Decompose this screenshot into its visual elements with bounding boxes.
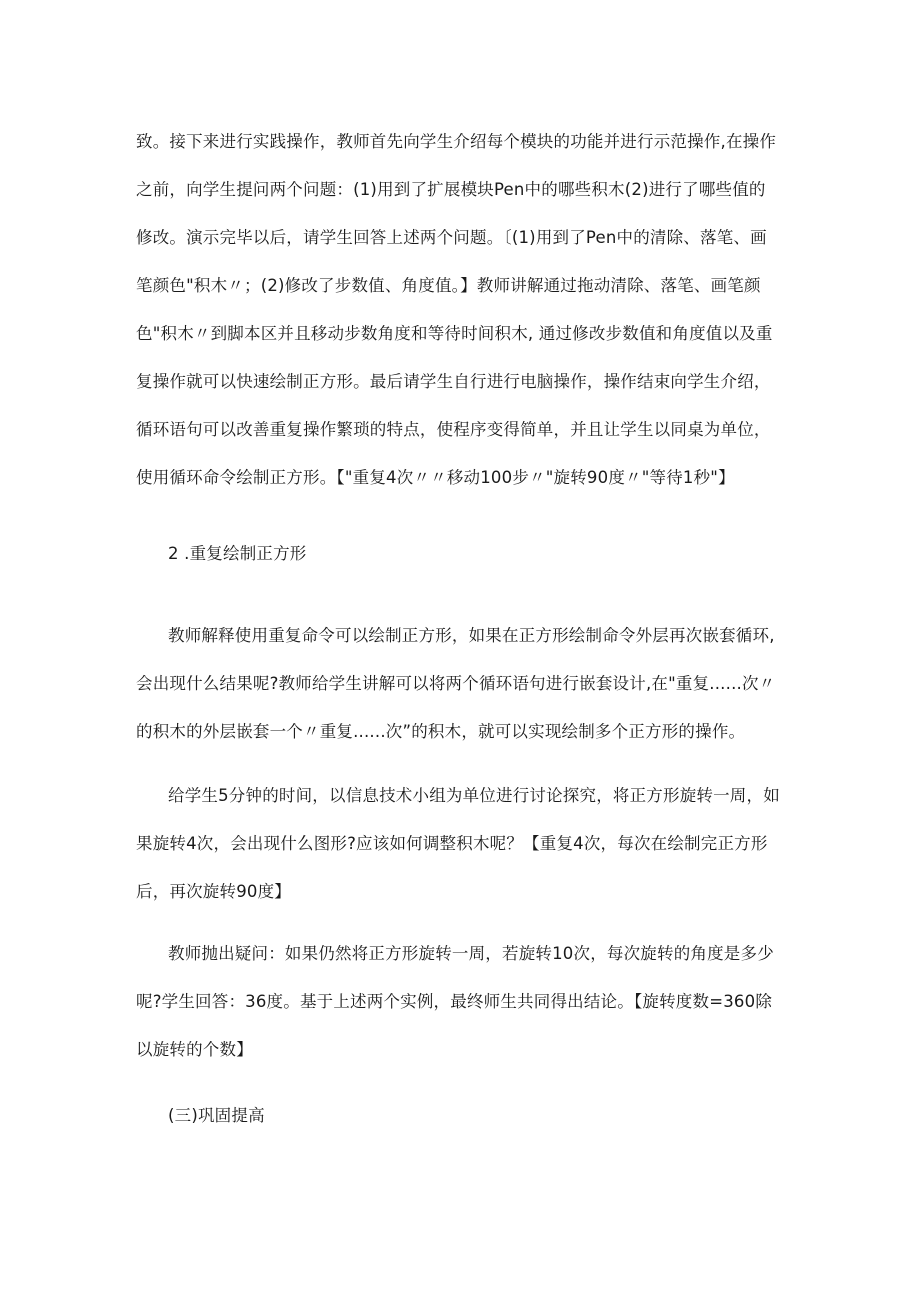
- text-line: 以旋转的个数】: [136, 1040, 253, 1059]
- text-line: 笔颜色"积木〃；(2)修改了步数值、角度值。】教师讲解通过拖动清除、落笔、画笔颜: [136, 276, 761, 295]
- text-line: 复操作就可以快速绘制正方形。最后请学生自行进行电脑操作，操作结束向学生介绍，: [136, 372, 771, 391]
- text-line: 之前，向学生提问两个问题：(1)用到了扩展模块Pen中的哪些积木(2)进行了哪些值的: [136, 180, 766, 199]
- text-line: 教师抛出疑问：如果仍然将正方形旋转一周，若旋转10次，每次旋转的角度是多少: [168, 944, 774, 963]
- text-line: 会出现什么结果呢?教师给学生讲解可以将两个循环语句进行嵌套设计,在"重复......次〃: [136, 674, 776, 693]
- text-line: 给学生5分钟的时间，以信息技术小组为单位进行讨论探究，将正方形旋转一周，如: [168, 786, 780, 805]
- section-heading-consolidation: (三)巩固提高: [168, 1106, 265, 1125]
- text-line: 后，再次旋转90度】: [136, 882, 291, 901]
- text-line: 色"积木〃到脚本区并且移动步数角度和等待时间积木, 通过修改步数值和角度值以及重: [136, 324, 773, 343]
- section-heading-repeat-square: 2 .重复绘制正方形: [168, 544, 307, 563]
- text-line: 使用循环命令绘制正方形。【"重复4次〃〃移动100步〃"旋转90度〃"等待1秒"】: [136, 468, 735, 487]
- text-line: 呢?学生回答：36度。基于上述两个实例，最终师生共同得出结论。【旋转度数=360除: [136, 992, 773, 1011]
- text-line: 致。接下来进行实践操作，教师首先向学生介绍每个模块的功能并进行示范操作,在操作: [136, 132, 777, 151]
- text-line: 的积木的外层嵌套一个〃重复......次”的积木，就可以实现绘制多个正方形的操作。: [136, 722, 746, 741]
- text-line: 教师解释使用重复命令可以绘制正方形，如果在正方形绘制命令外层再次嵌套循环,: [168, 626, 775, 645]
- text-line: 果旋转4次，会出现什么图形?应该如何调整积木呢？【重复4次，每次在绘制完正方形: [136, 834, 768, 853]
- text-line: 循环语句可以改善重复操作繁琐的特点，使程序变得简单，并且让学生以同桌为单位，: [136, 420, 771, 439]
- text-line: 修改。演示完毕以后，请学生回答上述两个问题。〔(1)用到了Pen中的清除、落笔、画: [136, 228, 767, 247]
